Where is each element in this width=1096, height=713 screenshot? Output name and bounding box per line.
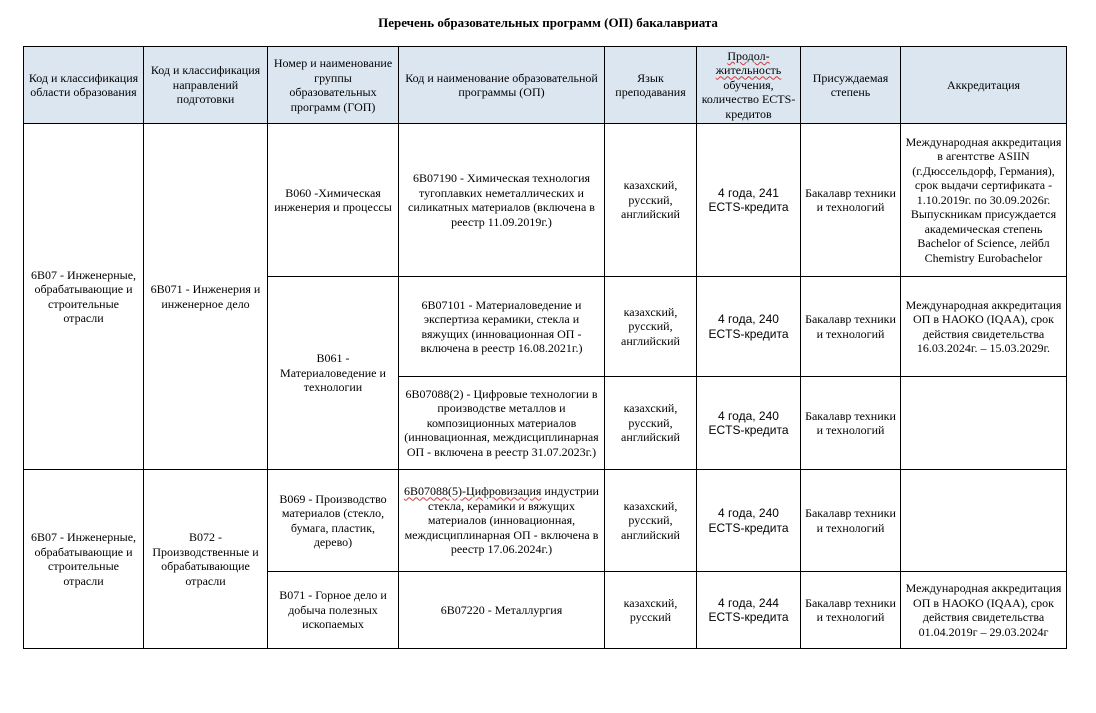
program-cell: 6В07220 - Металлургия	[399, 572, 605, 649]
accreditation-cell	[901, 377, 1067, 470]
header-duration: Продол- жительность обучения, количество ECTS-кредитов	[697, 47, 801, 124]
accreditation-cell: Международная аккредитация ОП в НАОКО (IQAA), срок действия свидетельства 01.04.2019г – 29.03.2024г	[901, 572, 1067, 649]
language-cell: казахский, русский, английский	[605, 124, 697, 277]
direction-cell: В072 - Производственные и обрабатывающие отрасли	[144, 470, 268, 649]
direction-cell: 6В071 - Инженерия и инженерное дело	[144, 124, 268, 470]
header-accreditation: Аккредитация	[901, 47, 1067, 124]
program-cell: 6В07190 - Химическая технология тугоплавких неметаллических и силикатных материалов (включена в реестр 11.09.2019г.)	[399, 124, 605, 277]
page-title: Перечень образовательных программ (ОП) бакалавриата	[378, 15, 718, 30]
area-cell: 6В07 - Инженерные, обрабатывающие и строительные отрасли	[24, 124, 144, 470]
degree-cell: Бакалавр техники и технологий	[801, 124, 901, 277]
degree-cell: Бакалавр техники и технологий	[801, 470, 901, 572]
group-cell: В071 - Горное дело и добыча полезных ископаемых	[268, 572, 399, 649]
language-cell: казахский, русский, английский	[605, 277, 697, 377]
group-cell: В069 - Производство материалов (стекло, бумага, пластик, дерево)	[268, 470, 399, 572]
header-language: Язык преподавания	[605, 47, 697, 124]
header-degree: Присуждаемая степень	[801, 47, 901, 124]
header-program-group: Номер и наименование группы образовательных программ (ГОП)	[268, 47, 399, 124]
duration-cell: 4 года, 240 ECTS-кредита	[697, 277, 801, 377]
header-area-code: Код и классификация области образования	[24, 47, 144, 124]
degree-cell: Бакалавр техники и технологий	[801, 377, 901, 470]
accreditation-cell	[901, 470, 1067, 572]
table-header-row	[24, 47, 1067, 124]
duration-cell: 4 года, 244 ECTS-кредита	[697, 572, 801, 649]
accreditation-cell: Международная аккредитация в агентстве ASIIN (г.Дюссельдорф, Германия), срок выдачи сертификата - 1.10.2019г. по 30.09.2026г. Выпускникам присуждается академическая степень Bachelor of Science, лейбл Chemistry Eurobachelor	[901, 124, 1067, 277]
program-cell: 6В07088(5)-Цифровизация индустрии стекла, керамики и вяжущих материалов (инновационная, междисциплинарная ОП - включена в реестр 17.06.2024г.)	[399, 470, 605, 572]
header-direction-code: Код и классификация направлений подготовки	[144, 47, 268, 124]
program-cell: 6В07101 - Материаловедение и экспертиза керамики, стекла и вяжущих (инновационная ОП - включена в реестр 16.08.2021г.)	[399, 277, 605, 377]
table-row	[24, 470, 1067, 572]
header-program-name: Код и наименование образовательной программы (ОП)	[399, 47, 605, 124]
programs-table	[23, 46, 1067, 649]
duration-cell: 4 года, 240 ECTS-кредита	[697, 470, 801, 572]
group-cell: В061 - Материаловедение и технологии	[268, 277, 399, 470]
language-cell: казахский, русский, английский	[605, 470, 697, 572]
duration-cell: 4 года, 241 ECTS-кредита	[697, 124, 801, 277]
accreditation-cell: Международная аккредитация ОП в НАОКО (IQAA), срок действия свидетельства 16.03.2024г. – 15.03.2029г.	[901, 277, 1067, 377]
degree-cell: Бакалавр техники и технологий	[801, 277, 901, 377]
area-cell: 6В07 - Инженерные, обрабатывающие и строительные отрасли	[24, 470, 144, 649]
language-cell: казахский, русский, английский	[605, 377, 697, 470]
program-cell: 6В07088(2) - Цифровые технологии в производстве металлов и композиционных материалов (инновационная, междисциплинарная ОП - включена в реестр 31.07.2023г.)	[399, 377, 605, 470]
table-row	[24, 124, 1067, 277]
degree-cell: Бакалавр техники и технологий	[801, 572, 901, 649]
language-cell: казахский, русский	[605, 572, 697, 649]
group-cell: В060 -Химическая инженерия и процессы	[268, 124, 399, 277]
duration-cell: 4 года, 240 ECTS-кредита	[697, 377, 801, 470]
